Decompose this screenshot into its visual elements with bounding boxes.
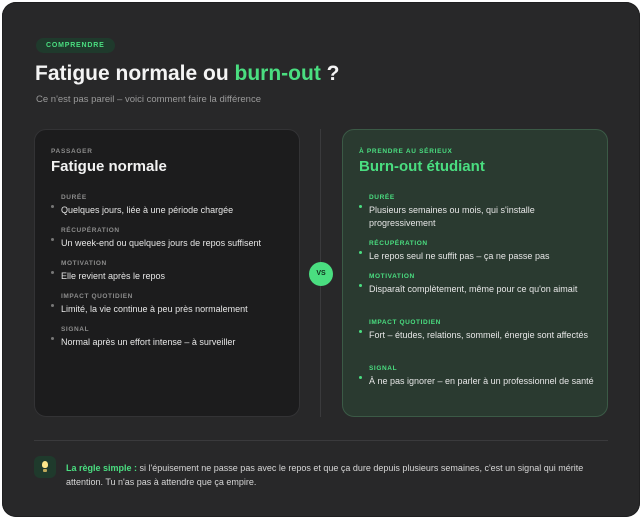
bullet-dot bbox=[51, 238, 54, 241]
item-text: Fort – études, relations, sommeil, énergie sont affectés bbox=[369, 330, 588, 340]
bullet-dot bbox=[359, 251, 362, 254]
horizontal-divider bbox=[34, 440, 608, 441]
bullet-dot bbox=[51, 304, 54, 307]
item-text: Disparaît complètement, même pour ce qu'on aimait bbox=[369, 284, 578, 294]
page-title bbox=[35, 62, 340, 86]
item-label: IMPACT QUOTIDIEN bbox=[369, 319, 441, 326]
bullet-dot bbox=[51, 271, 54, 274]
item-label: IMPACT QUOTIDIEN bbox=[61, 293, 133, 300]
tip-body: si l'épuisement ne passe pas avec le repos et que ça dure depuis plusieurs semaines, c'est un signal qui mérite attention. Tu n'as pas à attendre que ça empire. bbox=[66, 463, 584, 487]
bulb-base bbox=[43, 469, 47, 472]
lightbulb-icon bbox=[34, 456, 56, 478]
vs-badge: VS bbox=[309, 262, 333, 286]
normal-fatigue-card bbox=[34, 129, 300, 417]
item-text: Limité, la vie continue à peu près normalement bbox=[61, 304, 248, 314]
item-text: Un week-end ou quelques jours de repos suffisent bbox=[61, 238, 261, 248]
item-label: SIGNAL bbox=[369, 365, 398, 372]
bullet-dot bbox=[359, 205, 362, 208]
bullet-dot bbox=[51, 337, 54, 340]
item-label: RÉCUPÉRATION bbox=[369, 240, 428, 247]
item-label: RÉCUPÉRATION bbox=[61, 227, 120, 234]
item-text: Quelques jours, liée à une période chargée bbox=[61, 205, 234, 215]
page-subtitle: Ce n'est pas pareil – voici comment faire la différence bbox=[36, 94, 261, 105]
bullet-dot bbox=[359, 284, 362, 287]
item-text: Plusieurs semaines ou mois, qui s'installe progressivement bbox=[369, 205, 535, 228]
title-part-2: ? bbox=[320, 62, 340, 85]
card-kicker: À PRENDRE AU SÉRIEUX bbox=[359, 148, 453, 155]
item-text: Elle revient après le repos bbox=[61, 271, 166, 281]
card-kicker: PASSAGER bbox=[51, 148, 93, 155]
card-title: Burn-out étudiant bbox=[359, 158, 485, 175]
item-text: Normal après un effort intense – à surveiller bbox=[61, 337, 236, 347]
title-accent: burn-out bbox=[234, 62, 321, 85]
title-part-1: Fatigue normale ou bbox=[35, 62, 235, 85]
item-text: À ne pas ignorer – en parler à un professionnel de santé bbox=[369, 376, 594, 386]
item-label: MOTIVATION bbox=[61, 260, 107, 267]
item-label: DURÉE bbox=[369, 194, 395, 201]
bullet-dot bbox=[359, 330, 362, 333]
burnout-card bbox=[342, 129, 608, 417]
item-label: MOTIVATION bbox=[369, 273, 415, 280]
section-badge: COMPRENDRE bbox=[36, 38, 115, 53]
bullet-dot bbox=[51, 205, 54, 208]
item-text: Le repos seul ne suffit pas – ça ne passe pas bbox=[369, 251, 550, 261]
bulb-glass bbox=[42, 461, 48, 468]
bullet-dot bbox=[359, 376, 362, 379]
item-label: DURÉE bbox=[61, 194, 87, 201]
card-title: Fatigue normale bbox=[51, 158, 167, 175]
tip-strong: La règle simple : bbox=[66, 463, 138, 473]
tip-text bbox=[66, 461, 596, 489]
item-label: SIGNAL bbox=[61, 326, 90, 333]
